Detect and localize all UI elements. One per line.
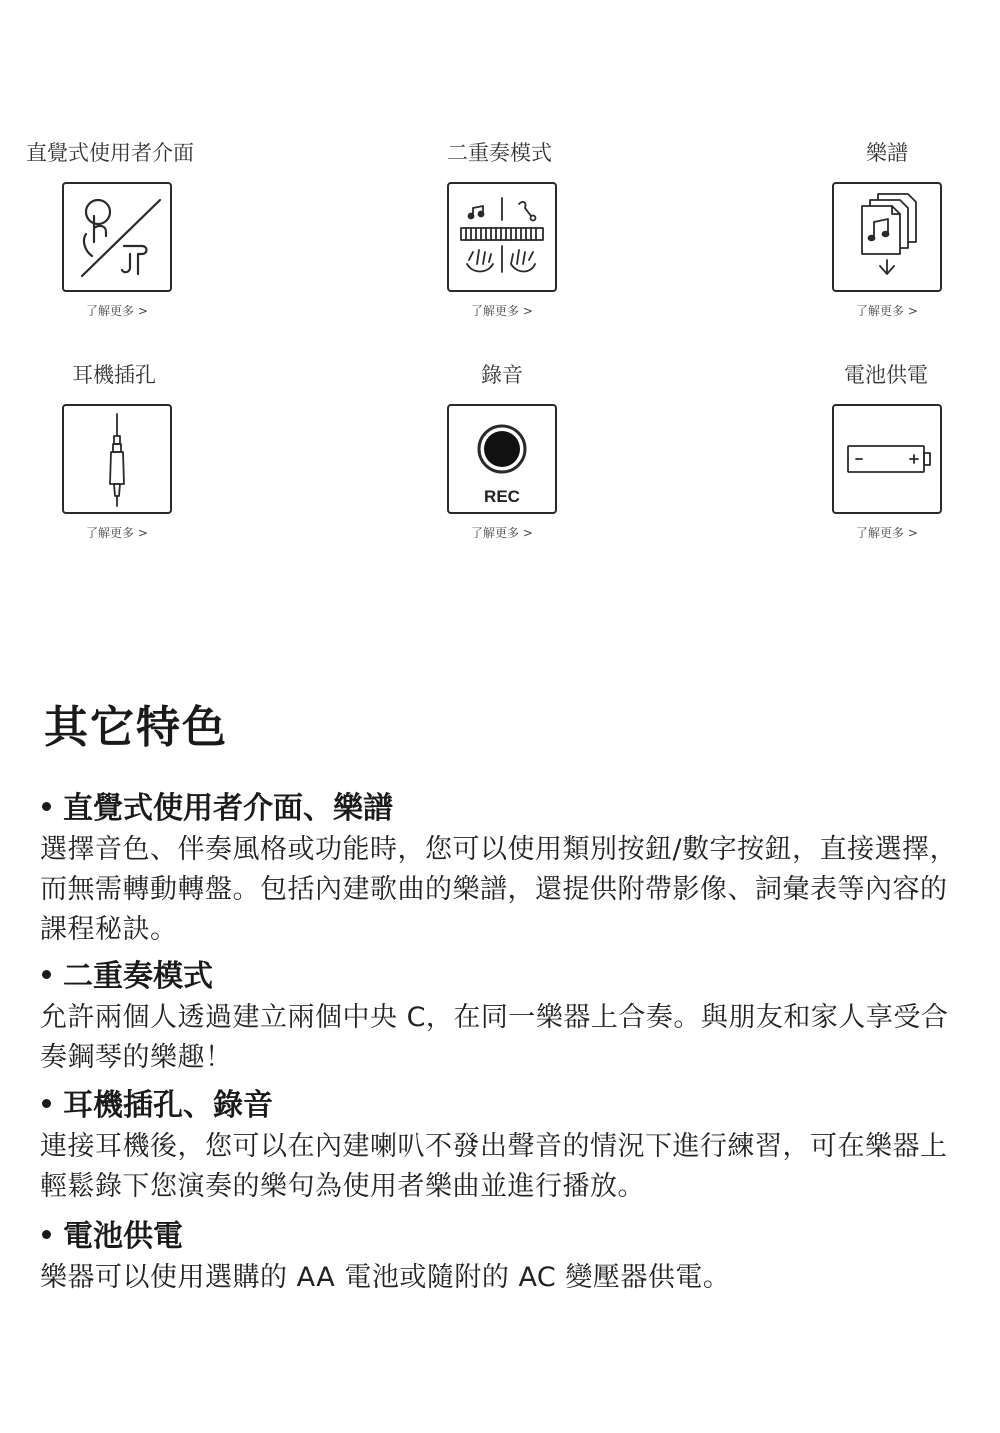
- learn-more-link[interactable]: 了解更多 >: [856, 304, 918, 318]
- bullet-body: 允許兩個人透過建立兩個中央 C，在同一樂器上合奏。與朋友和家人享受合奏鋼琴的樂趣！: [40, 1002, 949, 1073]
- bullet-heading: [40, 958, 960, 996]
- battery-icon: [834, 406, 940, 512]
- section-title: 其它特色: [44, 702, 228, 753]
- bullet-body: 選擇音色、伴奏風格或功能時，您可以使用類別按鈕/數字按鈕，直接選擇，而無需轉動轉盤。包括內建歌曲的樂譜，還提供附帶影像、詞彙表等內容的課程秘訣。: [40, 834, 958, 945]
- learn-more-link[interactable]: 了解更多 >: [856, 526, 918, 540]
- duet-mode-icon: [449, 184, 555, 290]
- feature-title: 直覺式使用者介面: [26, 141, 194, 165]
- bullet-heading: [40, 790, 960, 828]
- bullet-dot-icon: [42, 802, 51, 811]
- feature-title: 樂譜: [866, 141, 908, 165]
- feature-icon-box[interactable]: [62, 404, 172, 514]
- bullet-heading: [40, 1218, 960, 1256]
- feature-icon-box[interactable]: [447, 404, 557, 514]
- bullet-dot-icon: [42, 1099, 51, 1108]
- learn-more-link[interactable]: 了解更多 >: [471, 304, 533, 318]
- feature-description: [40, 1087, 960, 1207]
- learn-more-link[interactable]: 了解更多 >: [86, 526, 148, 540]
- feature-title: 二重奏模式: [447, 141, 552, 165]
- feature-icon-box[interactable]: [832, 404, 942, 514]
- feature-title: 錄音: [481, 363, 523, 387]
- feature-description: [40, 958, 960, 1078]
- feature-icon-box[interactable]: [62, 182, 172, 292]
- bullet-dot-icon: [42, 1230, 51, 1239]
- bullet-heading-text: 直覺式使用者介面、樂譜: [63, 791, 393, 826]
- record-icon: [449, 406, 555, 512]
- feature-description: [40, 790, 960, 950]
- bullet-heading-text: 電池供電: [63, 1219, 183, 1254]
- feature-title: 電池供電: [844, 363, 928, 387]
- bullet-body: 樂器可以使用選購的 AA 電池或隨附的 AC 變壓器供電。: [40, 1262, 731, 1293]
- learn-more-link[interactable]: 了解更多 >: [471, 526, 533, 540]
- feature-icon-box[interactable]: [447, 182, 557, 292]
- bullet-heading-text: 二重奏模式: [63, 959, 213, 994]
- headphone-jack-icon: [64, 406, 170, 512]
- feature-description: [40, 1218, 960, 1298]
- bullet-body: 連接耳機後，您可以在內建喇叭不發出聲音的情況下進行練習，可在樂器上輕鬆錄下您演奏的樂句為使用者樂曲並進行播放。: [40, 1131, 948, 1202]
- bullet-heading: [40, 1087, 960, 1125]
- sheet-music-icon: [834, 184, 940, 290]
- record-icon-label: REC: [484, 487, 520, 506]
- learn-more-link[interactable]: 了解更多 >: [86, 304, 148, 318]
- feature-title: 耳機插孔: [72, 363, 156, 387]
- feature-icon-box[interactable]: [832, 182, 942, 292]
- touch-interface-icon: [64, 184, 170, 290]
- bullet-dot-icon: [42, 970, 51, 979]
- bullet-heading-text: 耳機插孔、錄音: [63, 1088, 273, 1123]
